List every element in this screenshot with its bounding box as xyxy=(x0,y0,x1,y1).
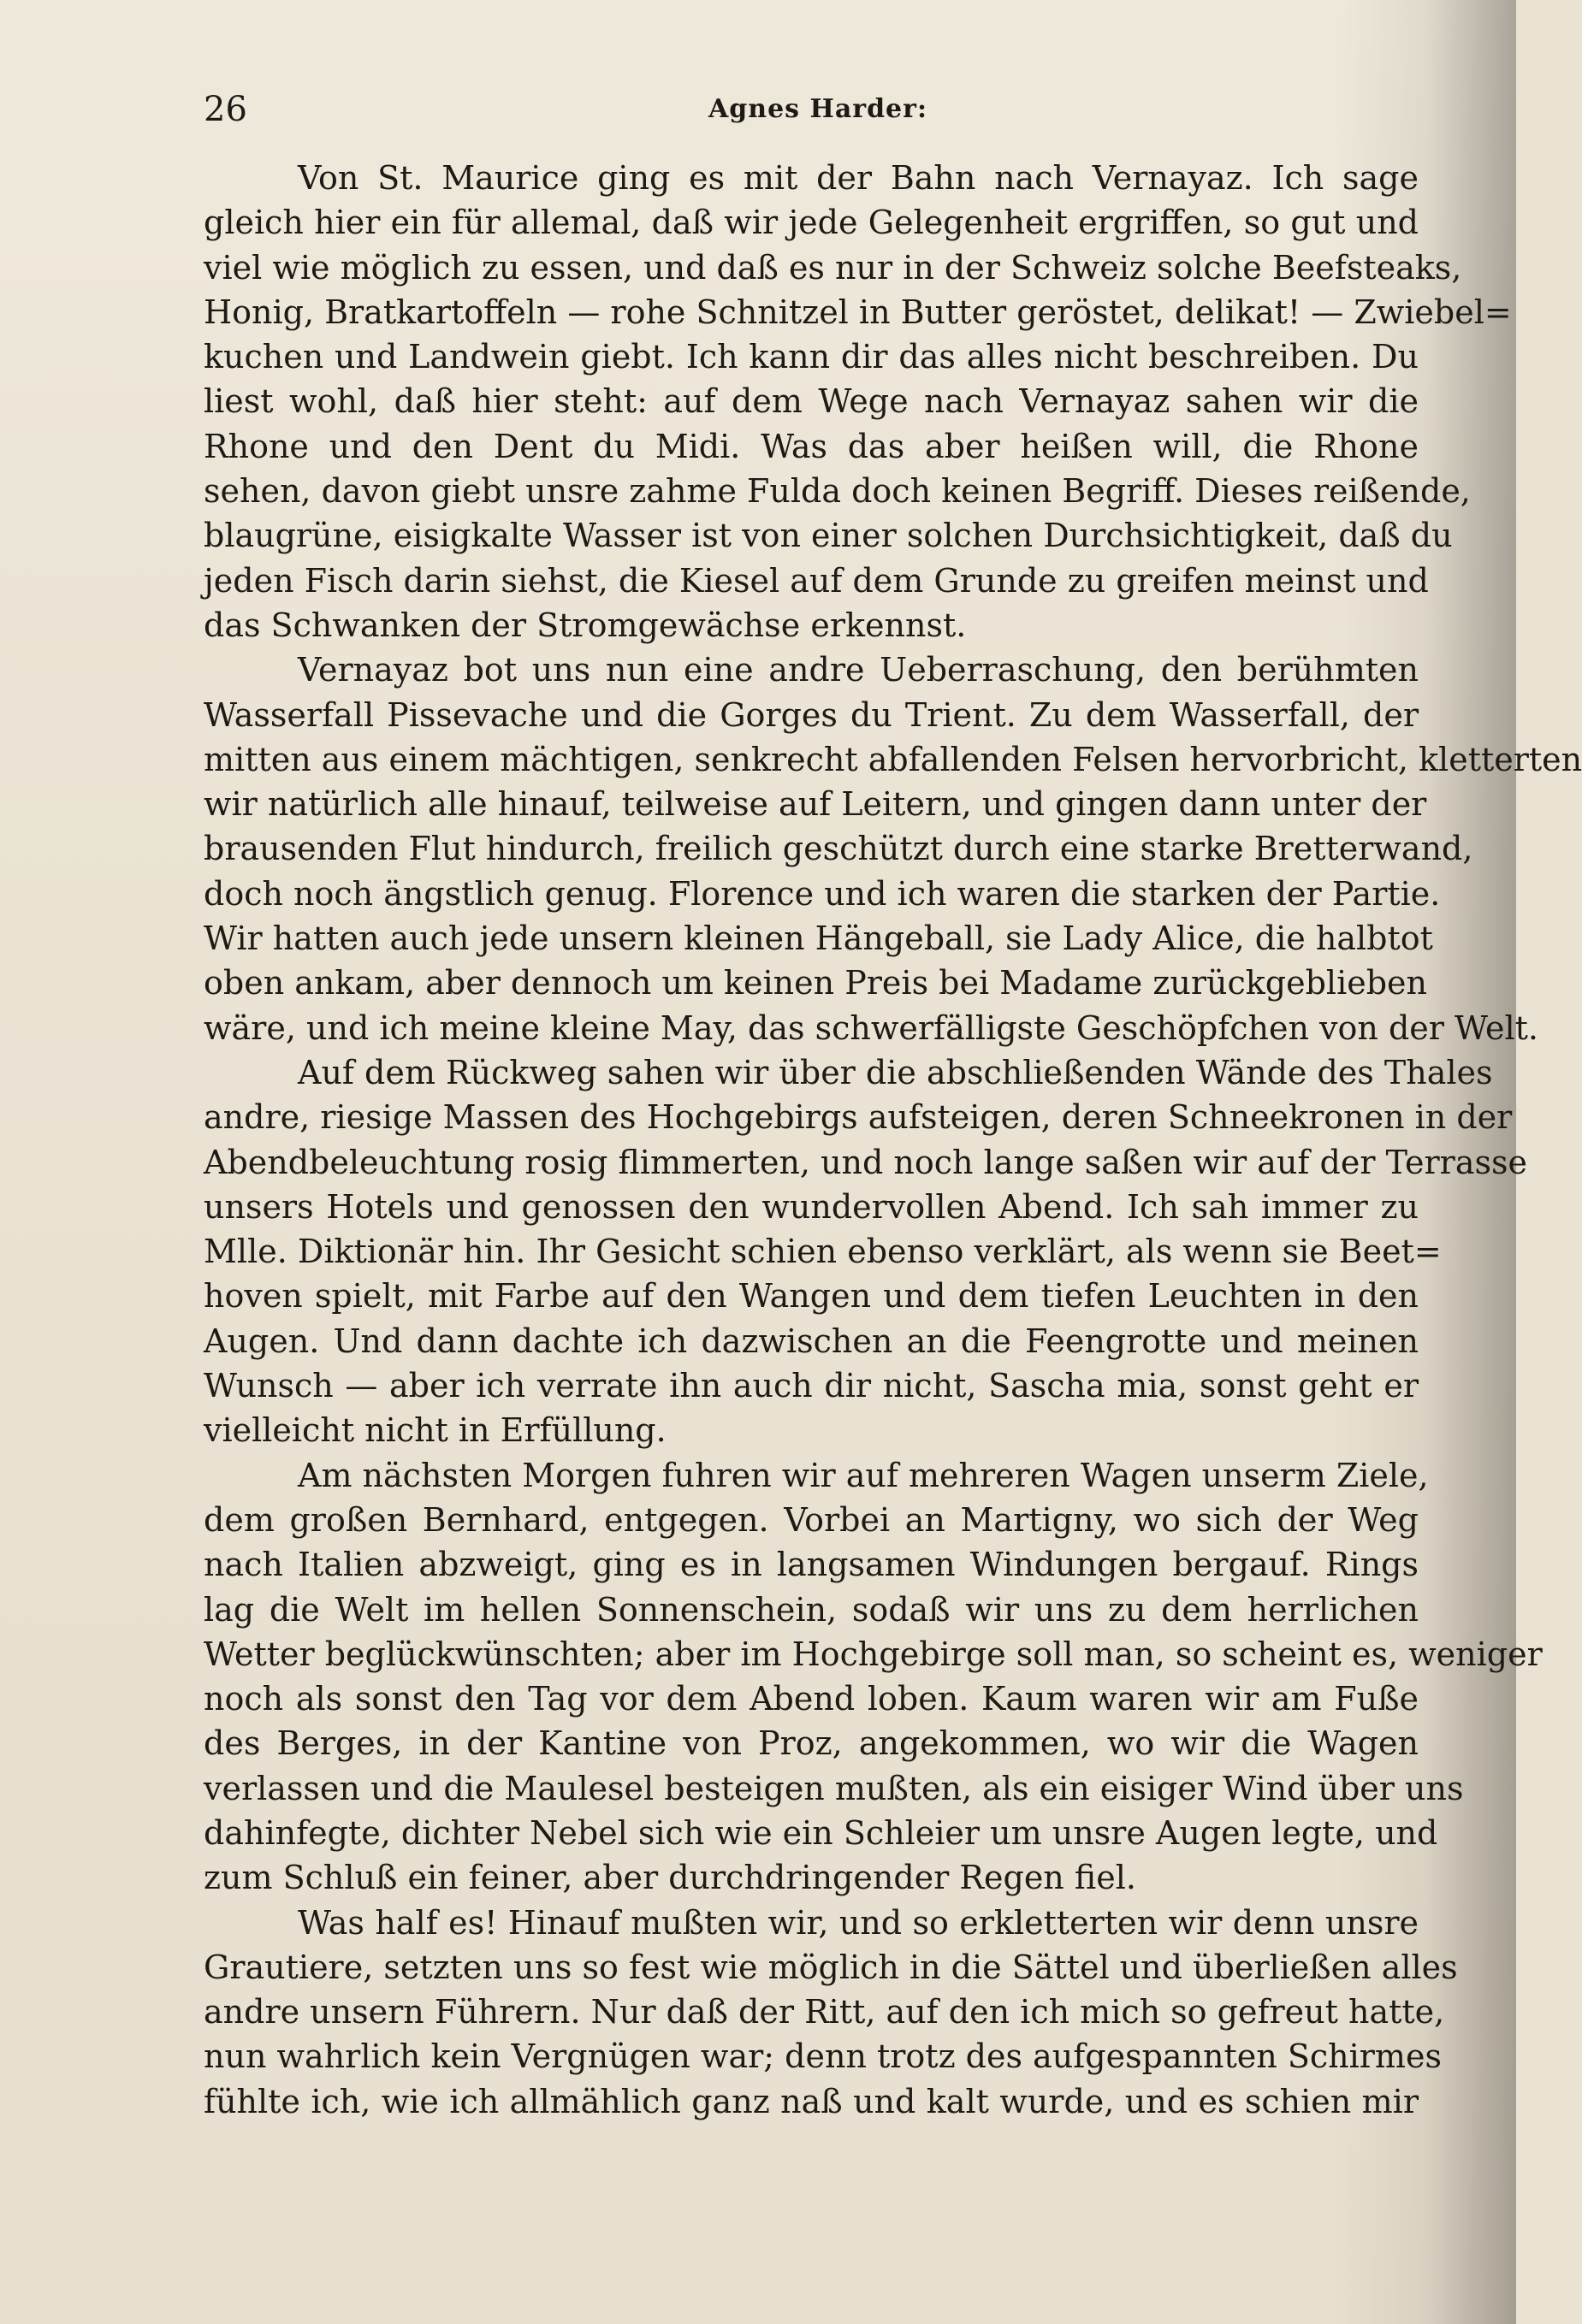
page-number: 26 xyxy=(204,90,247,129)
body-text xyxy=(204,156,1582,2124)
text-line: unsers Hotels und genossen den wundervollen Abend. Ich sah immer zu xyxy=(204,1187,1419,1226)
text-line: dem großen Bernhard, entgegen. Vorbei an Martigny, wo sich der Weg xyxy=(204,1500,1419,1539)
text-line: Wunsch — aber ich verrate ihn auch dir nicht, Sascha mia, sonst geht er xyxy=(204,1367,1419,1405)
text-line: Augen. Und dann dachte ich dazwischen an die Feengrotte und meinen xyxy=(204,1322,1419,1360)
text-line: dahinfegte, dichter Nebel sich wie ein Schleier um unsre Augen legte, und xyxy=(204,1813,1438,1852)
running-head: Agnes Harder: xyxy=(708,94,928,124)
text-line: doch noch ängstlich genug. Florence und ich waren die starken der Partie. xyxy=(204,874,1441,913)
text-line: Mlle. Diktionär hin. Ihr Gesicht schien ebenso verklärt, als wenn sie Beet= xyxy=(204,1233,1442,1271)
text-line: andre, riesige Massen des Hochgebirgs aufsteigen, deren Schneekronen in der xyxy=(204,1098,1513,1137)
text-line: hoven spielt, mit Farbe auf den Wangen und dem tiefen Leuchten in den xyxy=(204,1277,1419,1316)
text-line: vielleicht nicht in Erfüllung. xyxy=(204,1411,667,1450)
text-line: brausenden Flut hindurch, freilich geschützt durch eine starke Bretterwand, xyxy=(204,830,1473,868)
page-header xyxy=(204,84,1436,135)
text-line: wir natürlich alle hinauf, teilweise auf Leitern, und gingen dann unter der xyxy=(204,785,1427,824)
text-line: Was half es! Hinauf mußten wir, und so erkletterten wir denn unsre xyxy=(298,1903,1419,1942)
text-line: verlassen und die Maulesel besteigen mußten, als ein eisiger Wind über uns xyxy=(204,1769,1464,1807)
text-line: Grautiere, setzten uns so fest wie möglich in die Sättel und überließen alles xyxy=(204,1948,1458,1986)
text-line: Auf dem Rückweg sahen wir über die abschließenden Wände des Thales xyxy=(298,1053,1493,1091)
text-line: Wetter beglückwünschten; aber im Hochgebirge soll man, so scheint es, weniger xyxy=(204,1635,1543,1673)
text-line: fühlte ich, wie ich allmählich ganz naß und kalt wurde, und es schien mir xyxy=(204,2082,1419,2120)
text-line: liest wohl, daß hier steht: auf dem Wege nach Vernayaz sahen wir die xyxy=(204,382,1419,421)
text-line: nun wahrlich kein Vergnügen war; denn trotz des aufgespannten Schirmes xyxy=(204,2037,1442,2076)
text-line: gleich hier ein für allemal, daß wir jede Gelegenheit ergriffen, so gut und xyxy=(204,204,1419,242)
text-line: sehen, davon giebt unsre zahme Fulda doch keinen Begriff. Dieses reißende, xyxy=(204,472,1471,511)
text-line: blaugrüne, eisigkalte Wasser ist von einer solchen Durchsichtigkeit, daß du xyxy=(204,517,1453,555)
text-line: Am nächsten Morgen fuhren wir auf mehreren Wagen unserm Ziele, xyxy=(298,1456,1429,1494)
text-line: des Berges, in der Kantine von Proz, angekommen, wo wir die Wagen xyxy=(204,1724,1419,1763)
text-line: nach Italien abzweigt, ging es in langsamen Windungen bergauf. Rings xyxy=(204,1546,1419,1584)
text-line: Von St. Maurice ging es mit der Bahn nach Vernayaz. Ich sage xyxy=(298,159,1419,197)
text-line: zum Schluß ein feiner, aber durchdringender Regen fiel. xyxy=(204,1859,1136,1897)
text-line: Honig, Bratkartoffeln — rohe Schnitzel in Butter geröstet, delikat! — Zwiebel= xyxy=(204,293,1512,331)
text-line: Wasserfall Pissevache und die Gorges du Trient. Zu dem Wasserfall, der xyxy=(204,695,1419,734)
text-line: noch als sonst den Tag vor dem Abend loben. Kaum waren wir am Fuße xyxy=(204,1680,1419,1718)
text-line: viel wie möglich zu essen, und daß es nur in der Schweiz solche Beefsteaks, xyxy=(204,248,1462,287)
text-line: Vernayaz bot uns nun eine andre Ueberraschung, den berühmten xyxy=(298,651,1419,689)
text-line: oben ankam, aber dennoch um keinen Preis bei Madame zurückgeblieben xyxy=(204,964,1428,1002)
text-line: jeden Fisch darin siehst, die Kiesel auf dem Grunde zu greifen meinst und xyxy=(204,561,1429,600)
text-line: wäre, und ich meine kleine May, das schwerfälligste Geschöpfchen von der Welt. xyxy=(204,1008,1538,1047)
text-line: lag die Welt im hellen Sonnenschein, sodaß wir uns zu dem herrlichen xyxy=(204,1590,1419,1629)
text-line: Wir hatten auch jede unsern kleinen Hängeball, sie Lady Alice, die halbtot xyxy=(204,920,1433,958)
text-line: andre unsern Führern. Nur daß der Ritt, auf den ich mich so gefreut hatte, xyxy=(204,1993,1445,2031)
text-line: Abendbeleuchtung rosig flimmerten, und noch lange saßen wir auf der Terrasse xyxy=(204,1143,1527,1181)
text-line: mitten aus einem mächtigen, senkrecht abfallenden Felsen hervorbricht, kletterten xyxy=(204,740,1582,778)
text-line: Rhone und den Dent du Midi. Was das aber heißen will, die Rhone xyxy=(204,427,1419,465)
text-line: das Schwanken der Stromgewächse erkennst. xyxy=(204,606,967,644)
text-line: kuchen und Landwein giebt. Ich kann dir das alles nicht beschreiben. Du xyxy=(204,338,1419,376)
